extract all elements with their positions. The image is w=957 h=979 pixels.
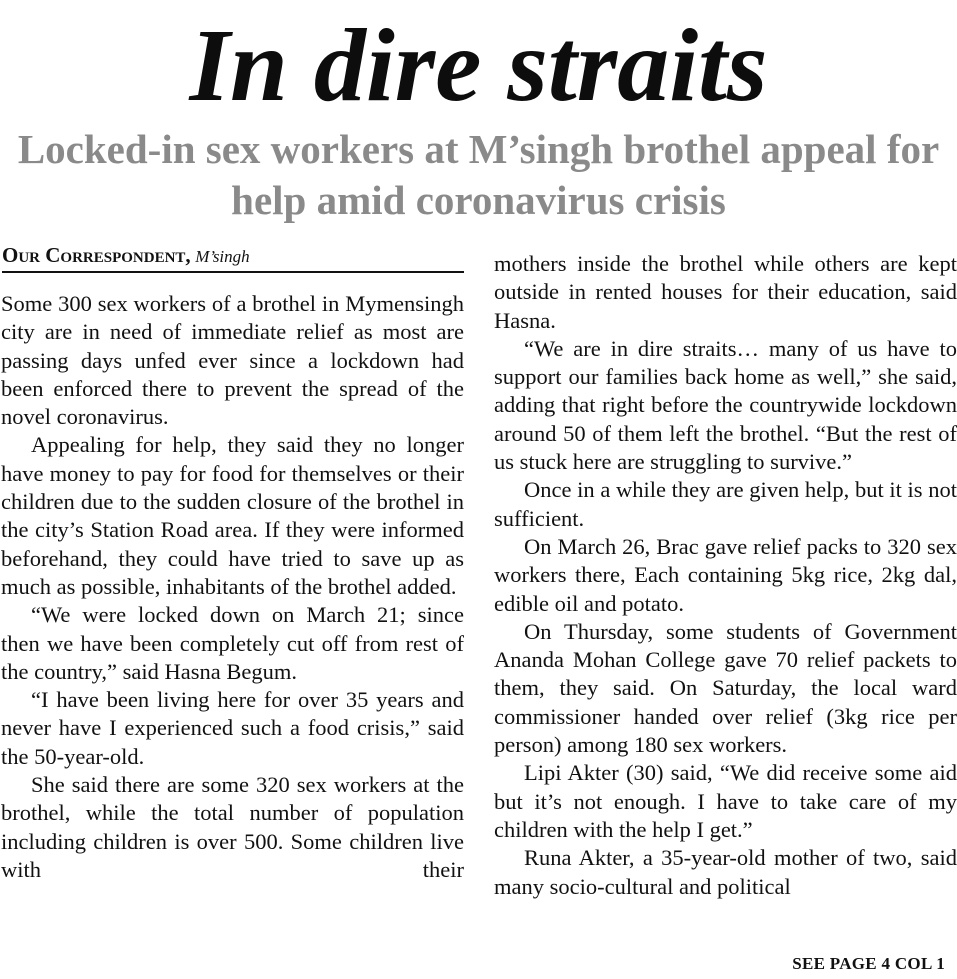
byline (2, 243, 464, 273)
article-paragraph: On Thursday, some students of Government Ananda Mohan College gave 70 relief packets to them, they said. On Saturday, the local ward commissioner handed over relief (3kg rice per person) among 180 sex workers. (494, 618, 957, 758)
headline: In dire straits (189, 8, 768, 123)
article-paragraph: She said there are some 320 sex workers at the brothel, while the total number of population including children is over 500. Some children live with their (1, 772, 464, 882)
article-paragraph: On March 26, Brac gave relief packs to 320 sex workers there, Each containing 5kg rice, 2kg dal, edible oil and potato. (494, 533, 957, 616)
article-paragraph: “I have been living here for over 35 years and never have I experienced such a food crisis,” said the 50-year-old. (1, 687, 464, 769)
article-paragraph: Runa Akter, a 35-year-old mother of two, said many socio-cultural and political (494, 845, 957, 899)
continuation-note: SEE PAGE 4 COL 1 (792, 954, 945, 973)
byline-correspondent: Our Correspondent, (2, 243, 191, 267)
byline-location: M’singh (195, 247, 250, 266)
article-paragraph: Appealing for help, they said they no longer have money to pay for food for themselves or their children due to the sudden closure of the brothel in the city’s Station Road area. If they were informed beforehand, they could have tried to save up as much as possible, inhabitants of the brothel added. (1, 432, 464, 599)
article-paragraph: mothers inside the brothel while others are kept outside in rented houses for their education, said Hasna. (494, 251, 957, 333)
article-paragraph: Lipi Akter (30) said, “We did receive some aid but it’s not enough. I have to take care of my children with the help I get.” (494, 760, 957, 842)
article-column-2 (494, 250, 957, 901)
article-paragraph: “We are in dire straits… many of us have to support our families back home as well,” she said, adding that right before the countrywide lockdown around 50 of them left the brothel. “But the rest of us stuck here are struggling to survive.” (494, 335, 957, 475)
article-paragraph: “We were locked down on March 21; since then we have been completely cut off from rest of the country,” said Hasna Begum. (1, 602, 464, 684)
article-column-1 (1, 290, 464, 884)
article-paragraph: Once in a while they are given help, but it is not sufficient. (494, 477, 957, 531)
article-paragraph: Some 300 sex workers of a brothel in Mymensingh city are in need of immediate relief as most are passing days unfed ever since a lockdown had been enforced there to prevent the spread of the novel coronavirus. (1, 291, 464, 430)
subheadline: Locked-in sex workers at M’singh brothel appeal for help amid coronavirus crisis (17, 126, 940, 223)
